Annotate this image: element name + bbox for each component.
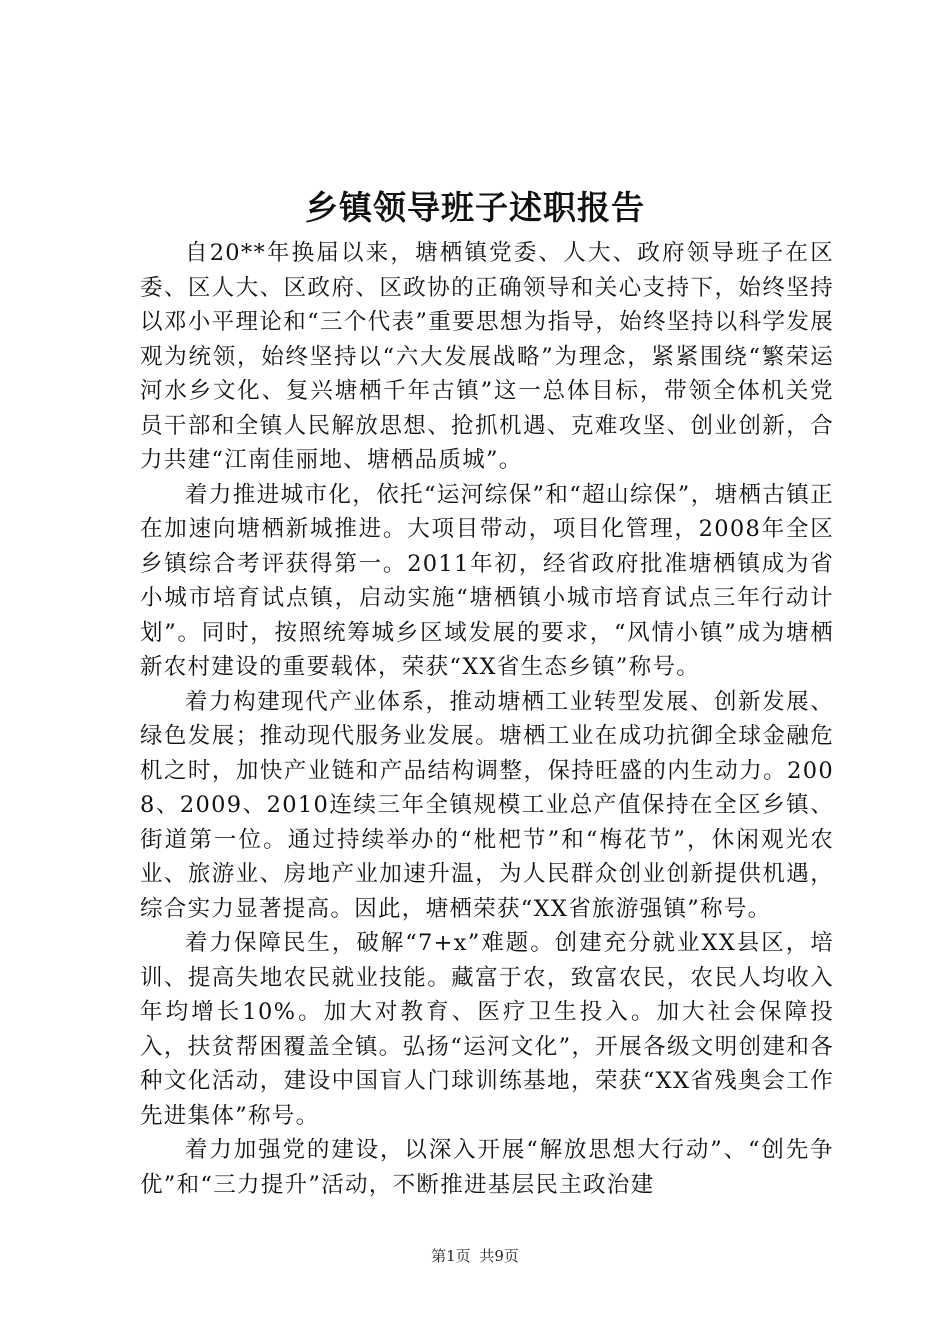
paragraph-2: 着力推进城市化，依托“运河综保”和“超山综保”，塘栖古镇正在加速向塘栖新城推进。大项目带动，项目化管理，2008年全区乡镇综合考评获得第一。2011年初，经省政府批准塘栖镇成为省小城市培育试点镇，启动实施“塘栖镇小城市培育试点三年行动计划”。同时，按照统筹城乡区域发展的要求，“风情小镇”成为塘栖新农村建设的重要载体，荣获“XX省生态乡镇”称号。 [140, 481, 834, 680]
document-title: 乡镇领导班子述职报告 [305, 188, 645, 227]
paragraph-4: 着力保障民生，破解“7+x”难题。创建充分就业XX县区，培训、提高失地农民就业技能。藏富于农，致富农民，农民人均收入年均增长10%。加大对教育、医疗卫生投入。加大社会保障投入，扶贫帮困覆盖全镇。弘扬“运河文化”，开展各级文明创建和各种文化活动，建设中国盲人门球训练基地，荣获“XX省残奥会工作先进集体”称号。 [140, 930, 834, 1129]
page-footer [0, 1245, 950, 1267]
paragraph-1: 自20**年换届以来，塘栖镇党委、人大、政府领导班子在区委、区人大、区政府、区政协的正确领导和关心支持下，始终坚持以邓小平理论和“三个代表”重要思想为指导，始终坚持以科学发展观为统领，始终坚持以“六大发展战略”为理念，紧紧围绕“繁荣运河水乡文化、复兴塘栖千年古镇”这一总体目标，带领全体机关党员干部和全镇人民解放思想、抢抓机遇、克难攻坚、创业创新，合力共建“江南佳丽地、塘栖品质城”。 [140, 240, 834, 473]
document-body [140, 236, 834, 1202]
page-number: 第1页 [431, 1247, 471, 1265]
paragraph-3: 着力构建现代产业体系，推动塘栖工业转型发展、创新发展、绿色发展；推动现代服务业发展。塘栖工业在成功抗御全球金融危机之时，加快产业链和产品结构调整，保持旺盛的内生动力。2008、2009、2010连续三年全镇规模工业总产值保持在全区乡镇、街道第一位。通过持续举办的“枇杷节”和“梅花节”，休闲观光农业、旅游业、房地产业加速升温，为人民群众创业创新提供机遇，综合实力显著提高。因此，塘栖荣获“XX省旅游强镇”称号。 [140, 688, 834, 922]
page-total: 共9页 [479, 1247, 519, 1265]
paragraph-5: 着力加强党的建设，以深入开展“解放思想大行动”、“创先争优”和“三力提升”活动，不断推进基层民主政治建 [140, 1137, 834, 1198]
